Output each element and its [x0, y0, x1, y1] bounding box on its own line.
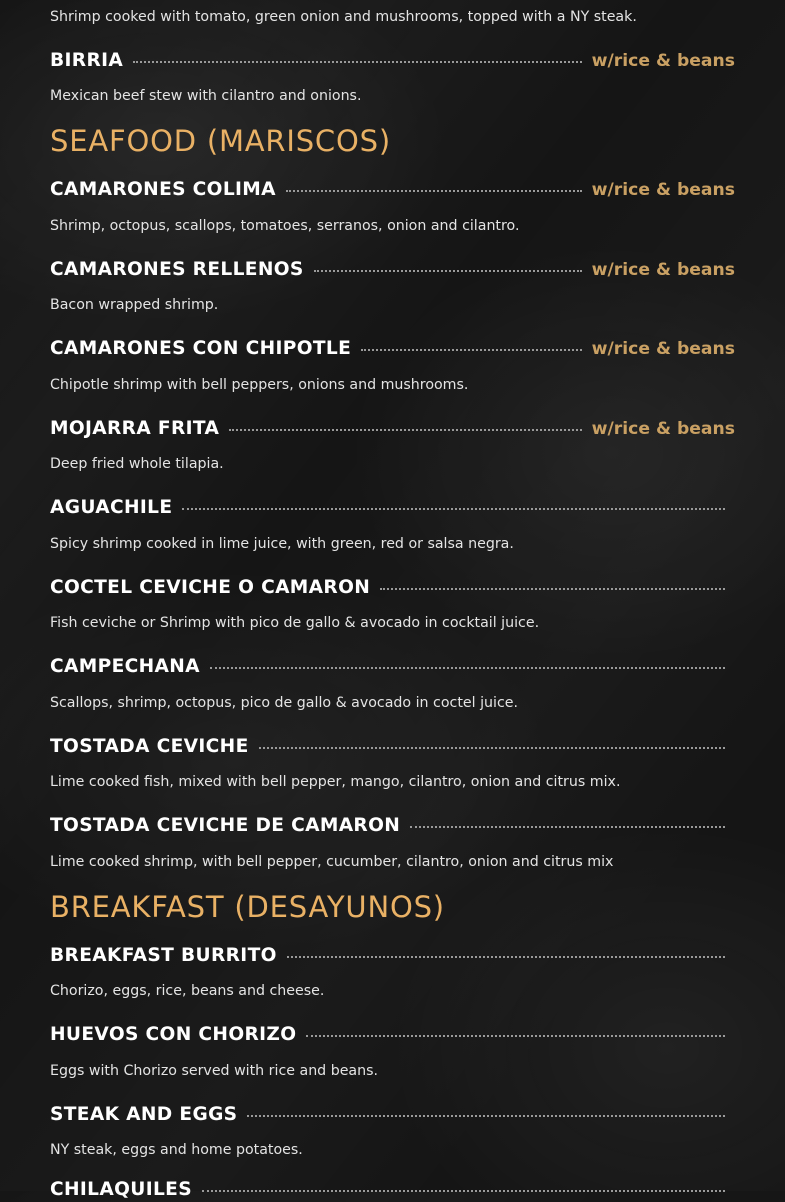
dotted-leader: [259, 747, 725, 749]
item-description: Lime cooked fish, mixed with bell pepper, mango, cilantro, onion and citrus mix.: [50, 774, 621, 790]
menu-item-birria: [50, 49, 735, 73]
item-price: w/rice & beans: [591, 260, 735, 280]
item-name: CAMARONES RELLENOS: [50, 259, 304, 280]
dotted-leader: [314, 270, 582, 272]
section-heading-seafood: SEAFOOD (MARISCOS): [50, 124, 391, 158]
item-name: CAMPECHANA: [50, 656, 200, 677]
item-price: w/rice & beans: [591, 419, 735, 439]
item-description: Eggs with Chorizo served with rice and beans.: [50, 1063, 379, 1079]
item-name: TOSTADA CEVICHE DE CAMARON: [50, 815, 401, 836]
dotted-leader: [133, 61, 582, 63]
menu-item: [50, 1103, 725, 1127]
dotted-leader: [306, 1035, 725, 1037]
item-price: w/rice & beans: [591, 339, 735, 359]
menu-item: [50, 576, 725, 600]
item-price: w/rice & beans: [591, 51, 735, 71]
item-description: Bacon wrapped shrimp.: [50, 297, 219, 313]
dotted-leader: [287, 956, 725, 958]
menu-item: [50, 337, 735, 361]
section-heading-breakfast: BREAKFAST (DESAYUNOS): [50, 890, 445, 924]
menu-item: [50, 496, 725, 520]
item-description: Scallops, shrimp, octopus, pico de gallo & avocado in coctel juice.: [50, 695, 518, 711]
dotted-leader: [361, 349, 581, 351]
item-name: AGUACHILE: [50, 497, 173, 518]
item-description: Spicy shrimp cooked in lime juice, with green, red or salsa negra.: [50, 536, 514, 552]
item-name: CAMARONES CON CHIPOTLE: [50, 338, 352, 359]
item-description: Shrimp, octopus, scallops, tomatoes, serranos, onion and cilantro.: [50, 218, 520, 234]
item-description: NY steak, eggs and home potatoes.: [50, 1142, 303, 1158]
item-description: Lime cooked shrimp, with bell pepper, cucumber, cilantro, onion and citrus mix: [50, 854, 614, 870]
item-description: Chorizo, eggs, rice, beans and cheese.: [50, 983, 325, 999]
item-description: Mexican beef stew with cilantro and onions.: [50, 88, 362, 104]
item-price: w/rice & beans: [591, 180, 735, 200]
item-name: CAMARONES COLIMA: [50, 179, 276, 200]
dotted-leader: [229, 429, 581, 431]
menu-item: [50, 944, 725, 968]
menu-item: [50, 417, 735, 441]
menu-item: [50, 655, 725, 679]
menu-item: [50, 1023, 725, 1047]
item-description: Chipotle shrimp with bell peppers, onions and mushrooms.: [50, 377, 469, 393]
dotted-leader: [202, 1190, 725, 1192]
item-description: Deep fried whole tilapia.: [50, 456, 224, 472]
dotted-leader: [380, 588, 725, 590]
dotted-leader: [410, 826, 725, 828]
dotted-leader: [182, 508, 725, 510]
menu-item: [50, 1178, 725, 1202]
item-description: Shrimp cooked with tomato, green onion and mushrooms, topped with a NY steak.: [50, 9, 637, 25]
item-description: Fish ceviche or Shrimp with pico de gallo & avocado in cocktail juice.: [50, 615, 540, 631]
dotted-leader: [286, 190, 582, 192]
item-name: MOJARRA FRITA: [50, 418, 220, 439]
item-name: STEAK AND EGGS: [50, 1104, 238, 1125]
item-name: BIRRIA: [50, 50, 124, 71]
menu-item: [50, 258, 735, 282]
item-name: CHILAQUILES: [50, 1179, 192, 1200]
item-name: BREAKFAST BURRITO: [50, 945, 277, 966]
item-name: COCTEL CEVICHE O CAMARON: [50, 577, 371, 598]
item-name: TOSTADA CEVICHE: [50, 736, 249, 757]
menu-item: [50, 178, 735, 202]
menu-item: [50, 735, 725, 759]
dotted-leader: [210, 667, 725, 669]
menu-item: [50, 814, 725, 838]
dotted-leader: [247, 1115, 725, 1117]
item-name: HUEVOS CON CHORIZO: [50, 1024, 297, 1045]
